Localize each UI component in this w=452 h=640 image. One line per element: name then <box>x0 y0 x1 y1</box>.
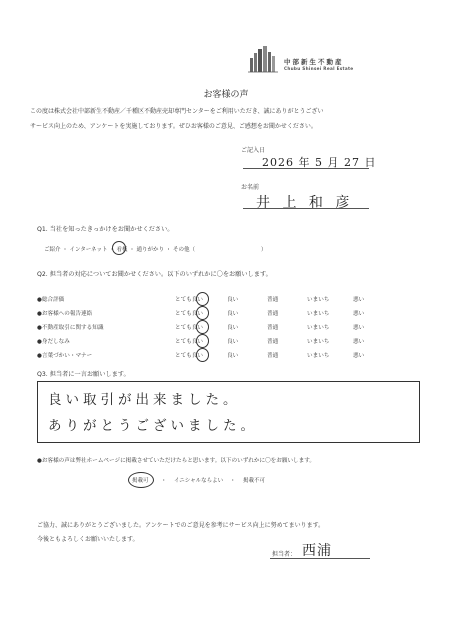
company-logo <box>248 44 278 74</box>
intro-line-2: サービス向上のため、アンケートを実施しております。ぜひお客様のご意見、ご感想をお聞かせください。 <box>30 123 317 130</box>
company-name-ja: 中部新生不動産 <box>284 58 344 66</box>
closing-line-1: ご協力、誠にありがとうございました。アンケートでのご意見を参考にサービス向上に努めてまいります。 <box>37 522 325 529</box>
q2-item-name: ●身だしなみ <box>37 339 70 345</box>
q2-option-bad[interactable]: 悪い <box>353 339 365 345</box>
q2-selected-circle <box>196 306 209 320</box>
q2-selected-circle <box>196 292 209 306</box>
q3-question: Q3. 担当者に一言お願いします。 <box>37 371 130 378</box>
q2-option-good[interactable]: 良い <box>227 297 239 303</box>
staff-signature: 西浦 <box>302 543 332 559</box>
q2-row-knowledge <box>37 323 417 333</box>
publish-option-no[interactable]: 掲載不可 <box>243 478 266 484</box>
q2-option-poor[interactable]: いまいち <box>307 297 330 303</box>
publish-option-separator: ・ <box>161 478 167 484</box>
q3-answer-line-1: 良い取引が出来ました。 <box>48 392 241 408</box>
q3-answer-box[interactable] <box>37 381 420 443</box>
q2-option-bad[interactable]: 悪い <box>353 325 365 331</box>
customer-name-label: お名前 <box>241 184 260 191</box>
entry-date-label: ご記入日 <box>241 147 266 154</box>
q2-option-normal[interactable]: 普通 <box>267 325 279 331</box>
q2-option-poor[interactable]: いまいち <box>307 325 330 331</box>
company-name-en: Chubu Shinsei Real Estate <box>284 66 354 71</box>
q2-option-poor[interactable]: いまいち <box>307 339 330 345</box>
q2-option-poor[interactable]: いまいち <box>307 311 330 317</box>
q2-option-very-good[interactable]: とても良い <box>175 353 203 359</box>
entry-date-underline <box>243 168 369 169</box>
q2-row-manners <box>37 351 417 361</box>
entry-date-value[interactable]: 2026 年 5 月 27 日 <box>262 156 377 169</box>
q2-option-very-good[interactable]: とても良い <box>175 311 203 317</box>
q2-item-name: ●総合評価 <box>37 297 65 303</box>
q2-option-bad[interactable]: 悪い <box>353 353 365 359</box>
publish-option-initials[interactable]: イニシャルならよい <box>174 478 224 484</box>
q2-option-normal[interactable]: 普通 <box>267 297 279 303</box>
q2-option-bad[interactable]: 悪い <box>353 297 365 303</box>
q2-option-very-good[interactable]: とても良い <box>175 297 203 303</box>
publish-selected-circle <box>128 472 154 488</box>
q2-row-reporting <box>37 309 417 319</box>
intro-line-1: この度は株式会社中部新生不動産／千種区不動産売却専門センターをご利用いただき、誠にありがとうござい <box>30 108 324 115</box>
q2-row-overall <box>37 295 417 305</box>
q2-selected-circle <box>196 348 209 362</box>
q1-options[interactable]: ご紹介 ・ インターネット ・ 看板 ・ 通りがかり ・ その他（ ） <box>44 247 267 253</box>
q2-option-very-good[interactable]: とても良い <box>175 339 203 345</box>
q2-item-name: ●不動産取引に関する知識 <box>37 325 104 331</box>
q2-item-name: ●言葉づかい・マナー <box>37 353 93 359</box>
q2-option-normal[interactable]: 普通 <box>267 311 279 317</box>
q2-option-normal[interactable]: 普通 <box>267 353 279 359</box>
q3-answer-line-2: ありがとうございました。 <box>48 418 258 434</box>
q2-selected-circle <box>196 320 209 334</box>
q2-option-good[interactable]: 良い <box>227 339 239 345</box>
q2-option-good[interactable]: 良い <box>227 325 239 331</box>
q2-option-good[interactable]: 良い <box>227 353 239 359</box>
q2-option-good[interactable]: 良い <box>227 311 239 317</box>
q2-row-appearance <box>37 337 417 347</box>
customer-name-value[interactable]: 井 上 和 彦 <box>256 195 354 211</box>
publish-question: ●お客様の声は弊社ホームページに掲載させていただけたらと思います。以下のいずれかに〇をお願いします。 <box>37 458 315 464</box>
closing-line-2: 今後ともよろしくお願いいたします。 <box>37 536 139 543</box>
q2-item-name: ●お客様への報告連絡 <box>37 311 93 317</box>
q1-question: Q1. 当社を知ったきっかけをお聞かせください。 <box>37 226 174 233</box>
staff-label: 担当者： <box>272 551 297 558</box>
customer-name-underline <box>243 208 369 209</box>
q2-option-poor[interactable]: いまいち <box>307 353 330 359</box>
publish-option-separator: ・ <box>230 478 236 484</box>
publish-option-ok[interactable]: 掲載可 <box>132 478 149 484</box>
page-title: お客様の声 <box>203 90 249 100</box>
q2-question: Q2. 担当者の対応についてお聞かせください。以下のいずれかに〇をお願いします。 <box>37 271 272 278</box>
q2-option-bad[interactable]: 悪い <box>353 311 365 317</box>
staff-underline <box>270 558 370 559</box>
q2-option-normal[interactable]: 普通 <box>267 339 279 345</box>
q2-option-very-good[interactable]: とても良い <box>175 325 203 331</box>
q1-selected-circle <box>112 241 126 255</box>
q2-selected-circle <box>196 334 209 348</box>
